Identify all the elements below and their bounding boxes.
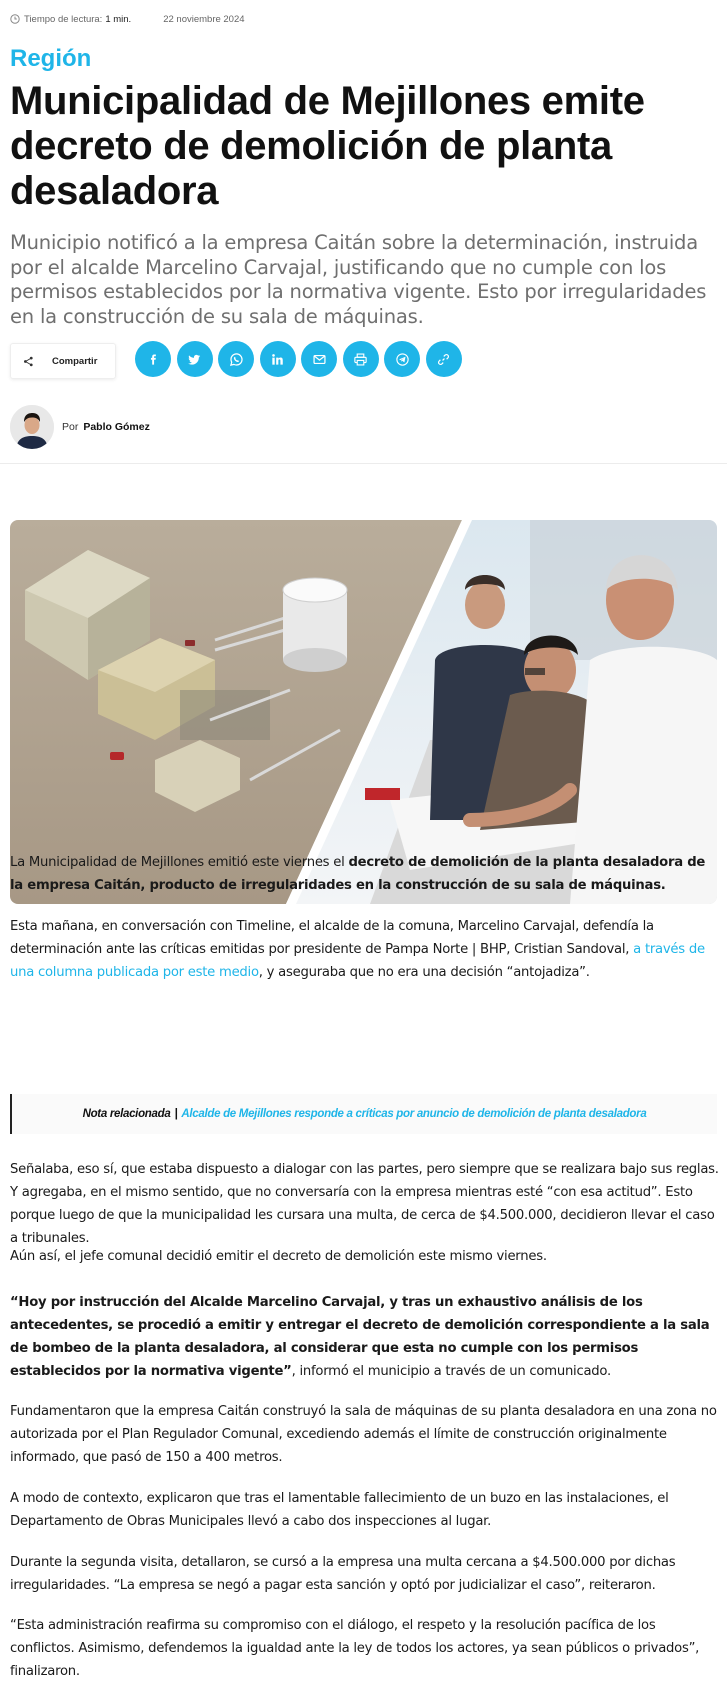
by-label: Por (62, 421, 79, 433)
telegram-share-button[interactable] (384, 341, 420, 377)
twitter-share-button[interactable] (177, 341, 213, 377)
publish-date: 22 noviembre 2024 (163, 13, 245, 25)
share-label: Compartir (52, 355, 98, 367)
body-paragraph-5: “Hoy por instrucción del Alcalde Marcelino Carvajal, y tras un exhaustivo análisis de los antecedentes, se procedió a emitir y entregar el decreto de demolición correspondiente a la sala de bombeo de la planta desaladora, al considerar que esta no cumple con los permisos establecidos por la normativa vigente”, informó el municipio a través de un comunicado. (10, 1295, 710, 1379)
linkedin-share-button[interactable] (260, 341, 296, 377)
facebook-share-button[interactable] (135, 341, 171, 377)
copy-link-button[interactable] (426, 341, 462, 377)
print-icon (353, 352, 368, 367)
social-share-bar (135, 341, 467, 377)
share-icon (23, 356, 34, 367)
whatsapp-share-button[interactable] (218, 341, 254, 377)
article-hero-image (10, 520, 717, 904)
read-time-value: 1 min. (105, 13, 132, 25)
body-paragraph-6: Fundamentaron que la empresa Caitán construyó la sala de máquinas de su planta desaladora en una zona no autorizada por el Plan Regulador Comunal, excediendo además el límite de construcción originalmente informado, que pasó de 150 a 400 metros. (10, 1404, 717, 1465)
linkedin-icon (270, 352, 285, 367)
related-note-label: Nota relacionada (82, 1108, 171, 1120)
related-note-link[interactable]: Alcalde de Mejillones responde a críticas por anuncio de demolición de planta desaladora (181, 1108, 647, 1120)
author-name[interactable]: Pablo Gómez (83, 421, 150, 433)
body-paragraph-4: Aún así, el jefe comunal decidió emitir el decreto de demolición este mismo viernes. (10, 1249, 547, 1264)
related-note-separator: | (174, 1108, 178, 1120)
telegram-icon (395, 352, 410, 367)
facebook-icon (146, 352, 161, 367)
body-paragraph-1: La Municipalidad de Mejillones emitió este viernes el decreto de demolición de la planta desaladora de la empresa Caitán, producto de irregularidades en la construcción de su sala de máquinas. (10, 855, 706, 893)
read-time-label: Tiempo de lectura: (24, 13, 103, 25)
author-avatar[interactable] (10, 405, 54, 449)
clock-icon (10, 14, 20, 24)
body-paragraph-8: Durante la segunda visita, detallaron, se cursó a la empresa una multa cercana a $4.500.000 por dichas irregularidades. “La empresa se negó a pagar esta sanción y optó por judicializar el caso”, reiteraron. (10, 1555, 676, 1593)
share-button[interactable] (10, 343, 116, 379)
email-share-button[interactable] (301, 341, 337, 377)
email-icon (312, 352, 327, 367)
column-link[interactable]: a través de una columna publicada por este medio (10, 942, 705, 980)
body-paragraph-3: Señalaba, eso sí, que estaba dispuesto a dialogar con las partes, pero siempre que se realizara bajo sus reglas. Y agregaba, en el mismo sentido, que no conversaría con la empresa mientras esté “con esa actitud”. Esto porque luego de que la municipalidad les cursara una multa, de cerca de $4.500.000, decidieron llevar el caso a tribunales. (10, 1162, 719, 1246)
body-paragraph-9: “Esta administración reafirma su compromiso con el diálogo, el respeto y la resolución pacífica de los conflictos. Asimismo, defendemos la igualdad ante la ley de todos los actores, ya sean públicos o privados”, finalizaron. (10, 1618, 700, 1679)
print-button[interactable] (343, 341, 379, 377)
header-divider (0, 463, 727, 464)
article-meta (10, 12, 245, 26)
body-paragraph-2: Esta mañana, en conversación con Timeline, el alcalde de la comuna, Marcelino Carvajal, defendía la determinación ante las críticas emitidas por presidente de Pampa Norte | BHP, Cristian Sandoval, a través de una columna publicada por este medio, y aseguraba que no era una decisión “antojadiza”. (10, 919, 705, 980)
author-byline (10, 405, 150, 449)
whatsapp-icon (229, 352, 244, 367)
avatar-image (10, 405, 54, 449)
article-lede: Municipio notificó a la empresa Caitán sobre la determinación, instruida por el alcalde Marcelino Carvajal, justificando que no cumple con los permisos establecidos por la normativa vigente. Esto por irregularidades en la construcción de su sala de máquinas. (10, 231, 707, 328)
link-icon (436, 352, 451, 367)
article-title: Municipalidad de Mejillones emite decreto de demolición de planta desaladora (10, 79, 645, 213)
twitter-icon (187, 352, 202, 367)
related-note (10, 1094, 717, 1134)
body-paragraph-7: A modo de contexto, explicaron que tras el lamentable fallecimiento de un buzo en las instalaciones, el Departamento de Obras Municipales llevó a cabo dos inspecciones al lugar. (10, 1491, 669, 1529)
article-category[interactable]: Región (10, 45, 92, 72)
hero-photo (10, 520, 717, 904)
